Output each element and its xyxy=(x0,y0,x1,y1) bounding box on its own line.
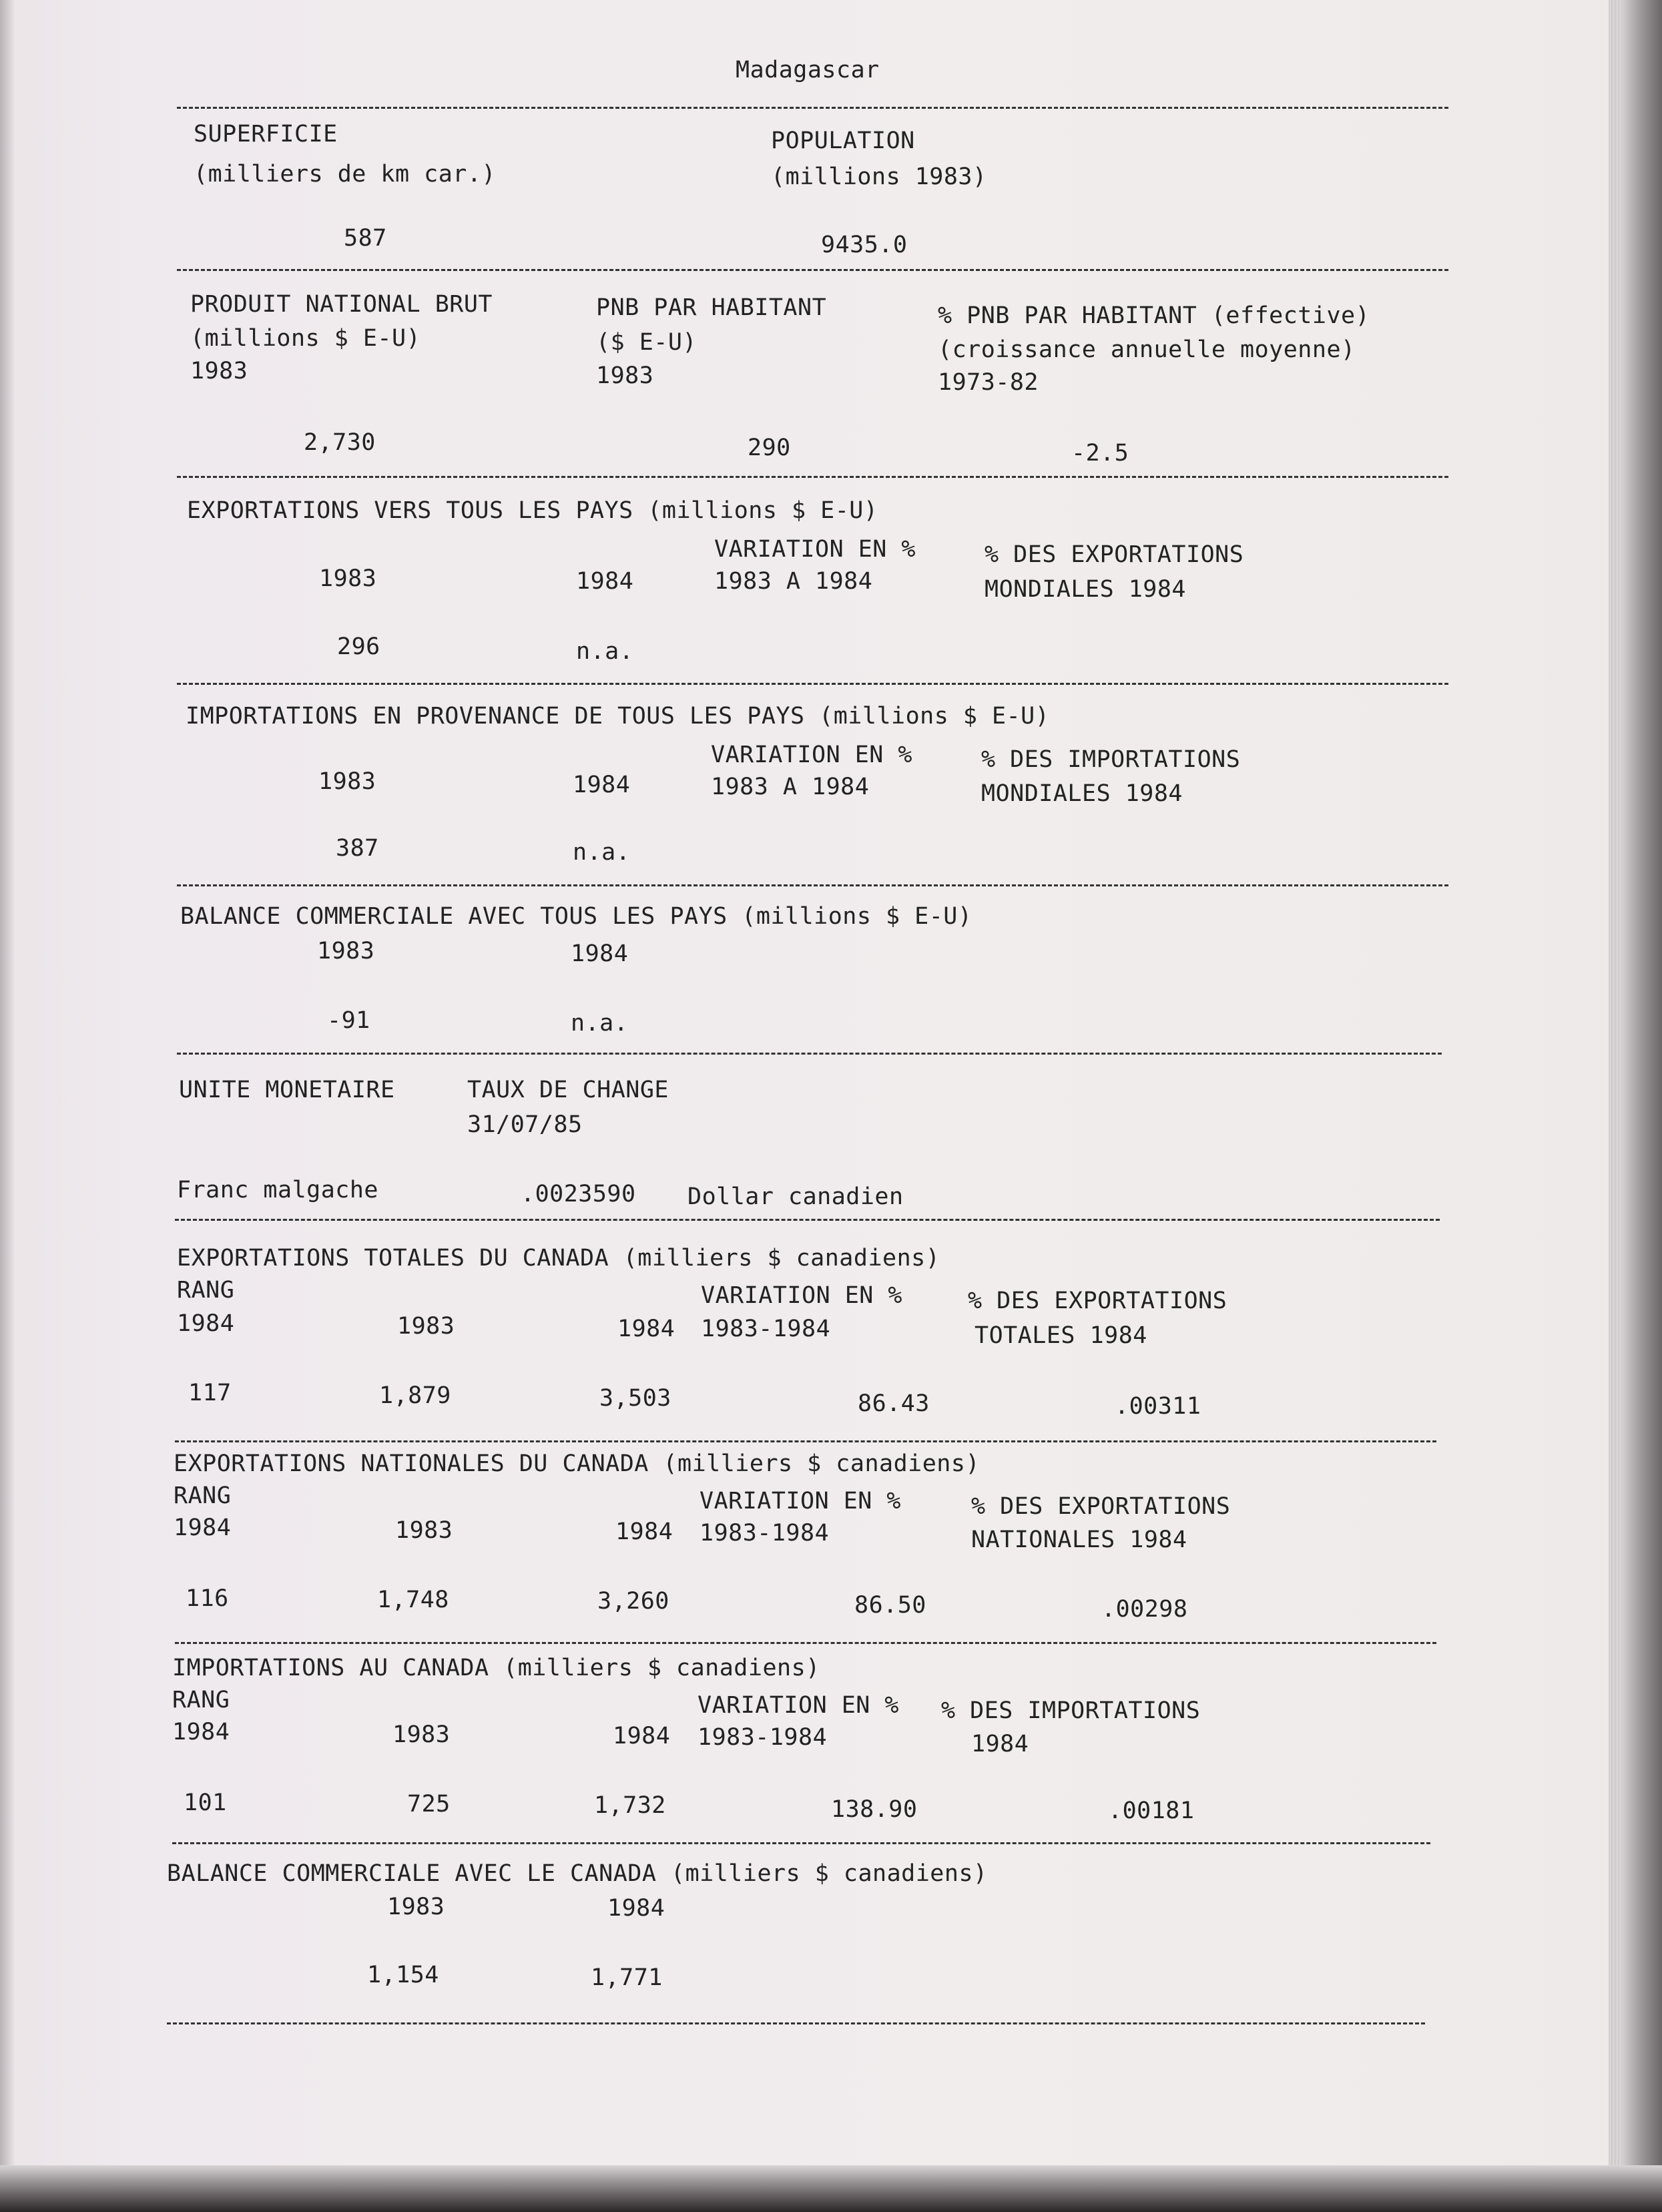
pnb-habitant-unit: ($ E-U) xyxy=(596,329,698,356)
exportations-totales-1984-value: 3,503 xyxy=(599,1385,671,1412)
base-currency: Dollar canadien xyxy=(687,1183,904,1210)
exportations-nationales-1983-value: 1,748 xyxy=(377,1587,449,1613)
year-1983: 1983 xyxy=(319,565,377,592)
importations-canada-1983-value: 725 xyxy=(407,1791,451,1818)
exportations-totales-1983-value: 1,879 xyxy=(379,1382,451,1409)
variation-range: 1983 A 1984 xyxy=(711,774,870,800)
year-1983: 1983 xyxy=(387,1894,445,1920)
pct-pnb-value: -2.5 xyxy=(1071,440,1129,467)
pct-importations-label: % DES IMPORTATIONS xyxy=(981,746,1241,773)
variation-label: VARIATION EN % xyxy=(711,742,913,768)
rang-value: 116 xyxy=(186,1585,229,1612)
superficie-unit: (milliers de km car.) xyxy=(194,161,497,188)
pct-exportations-label: % DES EXPORTATIONS xyxy=(971,1493,1231,1520)
pnb-habitant-value: 290 xyxy=(748,435,791,461)
taux-change-label: TAUX DE CHANGE xyxy=(467,1077,669,1103)
exportations-nationales-title: EXPORTATIONS NATIONALES DU CANADA (milliers $ canadiens) xyxy=(174,1450,981,1477)
section-divider xyxy=(175,1440,1436,1442)
pct-sub-label: 1984 xyxy=(971,1731,1029,1757)
population-value: 9435.0 xyxy=(821,232,908,258)
pct-pnb-years: 1973-82 xyxy=(938,369,1039,396)
taux-change-date: 31/07/85 xyxy=(467,1111,583,1138)
mondiales-label: MONDIALES 1984 xyxy=(985,576,1187,603)
exportations-1984-value: n.a. xyxy=(576,638,634,665)
variation-label: VARIATION EN % xyxy=(700,1488,902,1514)
variation-label: VARIATION EN % xyxy=(714,536,916,563)
variation-range: 1983-1984 xyxy=(700,1520,830,1547)
section-divider xyxy=(175,1219,1440,1221)
year-1984: 1984 xyxy=(617,1316,675,1342)
rang-year: 1984 xyxy=(174,1514,232,1541)
exportations-title: EXPORTATIONS VERS TOUS LES PAYS (millions $ E-U) xyxy=(187,497,878,524)
importations-canada-1984-value: 1,732 xyxy=(594,1792,666,1819)
balance-canada-1983-value: 1,154 xyxy=(367,1962,439,1988)
year-1984: 1984 xyxy=(613,1723,671,1749)
balance-title: BALANCE COMMERCIALE AVEC TOUS LES PAYS (millions $ E-U) xyxy=(180,903,973,930)
variation-range: 1983 A 1984 xyxy=(714,568,873,595)
pnb-habitant-year: 1983 xyxy=(596,362,654,389)
section-divider xyxy=(177,476,1448,478)
page-right-shadow xyxy=(1622,0,1662,2212)
rang-label: RANG xyxy=(174,1482,232,1509)
currency-name: Franc malgache xyxy=(177,1177,379,1203)
rang-value: 117 xyxy=(188,1380,232,1406)
pct-sub-label: NATIONALES 1984 xyxy=(971,1527,1187,1553)
year-1984: 1984 xyxy=(615,1518,673,1545)
variation-label: VARIATION EN % xyxy=(701,1282,903,1309)
rang-year: 1984 xyxy=(177,1310,235,1337)
variation-value: 86.43 xyxy=(858,1390,930,1417)
pct-exportations-label: % DES EXPORTATIONS xyxy=(968,1288,1227,1314)
importations-1984-value: n.a. xyxy=(573,839,631,866)
year-1983: 1983 xyxy=(392,1721,451,1748)
importations-1983-value: 387 xyxy=(336,835,379,862)
rang-value: 101 xyxy=(184,1789,227,1816)
variation-label: VARIATION EN % xyxy=(698,1692,900,1719)
balance-1984-value: n.a. xyxy=(571,1010,629,1037)
superficie-value: 587 xyxy=(344,225,387,252)
section-divider xyxy=(177,269,1448,271)
balance-canada-1984-value: 1,771 xyxy=(591,1964,663,1991)
section-divider xyxy=(167,2022,1425,2024)
variation-range: 1983-1984 xyxy=(698,1724,828,1751)
variation-value: 138.90 xyxy=(831,1796,918,1823)
rang-label: RANG xyxy=(177,1277,235,1304)
pct-value: .00298 xyxy=(1101,1596,1188,1623)
pct-value: .00181 xyxy=(1108,1798,1195,1824)
pnb-value: 2,730 xyxy=(304,429,376,456)
section-divider xyxy=(177,1053,1442,1055)
unite-monetaire-label: UNITE MONETAIRE xyxy=(179,1077,395,1103)
balance-canada-title: BALANCE COMMERCIALE AVEC LE CANADA (milliers $ canadiens) xyxy=(167,1860,988,1887)
country-title: Madagascar xyxy=(736,57,880,83)
exportations-1983-value: 296 xyxy=(337,633,380,660)
pnb-label: PRODUIT NATIONAL BRUT xyxy=(190,291,493,318)
importations-canada-title: IMPORTATIONS AU CANADA (milliers $ canadiens) xyxy=(172,1655,820,1681)
page-stack-edge xyxy=(1609,0,1622,2212)
page-left-edge xyxy=(0,0,15,2212)
section-divider xyxy=(177,683,1448,685)
importations-title: IMPORTATIONS EN PROVENANCE DE TOUS LES PAYS (millions $ E-U) xyxy=(186,703,1050,730)
population-label: POPULATION xyxy=(771,127,915,154)
mondiales-label: MONDIALES 1984 xyxy=(981,780,1183,807)
section-divider xyxy=(177,884,1448,886)
balance-1983-value: -91 xyxy=(327,1007,370,1034)
pct-importations-label: % DES IMPORTATIONS xyxy=(941,1697,1201,1724)
pct-pnb-label: % PNB PAR HABITANT (effective) xyxy=(938,302,1370,329)
exportations-totales-title: EXPORTATIONS TOTALES DU CANADA (milliers $ canadiens) xyxy=(177,1245,940,1272)
year-1984: 1984 xyxy=(573,772,631,798)
year-1984: 1984 xyxy=(576,568,634,595)
year-1984: 1984 xyxy=(571,940,629,967)
section-divider xyxy=(177,107,1448,109)
year-1983: 1983 xyxy=(317,938,375,964)
pct-exportations-label: % DES EXPORTATIONS xyxy=(985,541,1244,568)
population-unit: (millions 1983) xyxy=(771,164,987,190)
exportations-nationales-1984-value: 3,260 xyxy=(597,1588,669,1615)
pct-pnb-unit: (croissance annuelle moyenne) xyxy=(938,336,1356,363)
exchange-rate-value: .0023590 xyxy=(521,1181,636,1207)
rang-label: RANG xyxy=(172,1687,230,1713)
pnb-year: 1983 xyxy=(190,358,248,384)
year-1984: 1984 xyxy=(607,1895,665,1922)
superficie-label: SUPERFICIE xyxy=(194,121,338,148)
pct-sub-label: TOTALES 1984 xyxy=(975,1322,1147,1349)
page-bottom-shadow xyxy=(0,2165,1662,2212)
year-1983: 1983 xyxy=(395,1517,453,1544)
pct-value: .00311 xyxy=(1115,1393,1201,1420)
year-1983: 1983 xyxy=(318,768,376,795)
variation-value: 86.50 xyxy=(854,1592,926,1619)
section-divider xyxy=(172,1842,1430,1844)
pnb-unit: (millions $ E-U) xyxy=(190,325,421,352)
pnb-habitant-label: PNB PAR HABITANT xyxy=(596,294,827,321)
year-1983: 1983 xyxy=(397,1313,455,1340)
rang-year: 1984 xyxy=(172,1719,230,1745)
section-divider xyxy=(175,1642,1436,1644)
variation-range: 1983-1984 xyxy=(701,1316,831,1342)
